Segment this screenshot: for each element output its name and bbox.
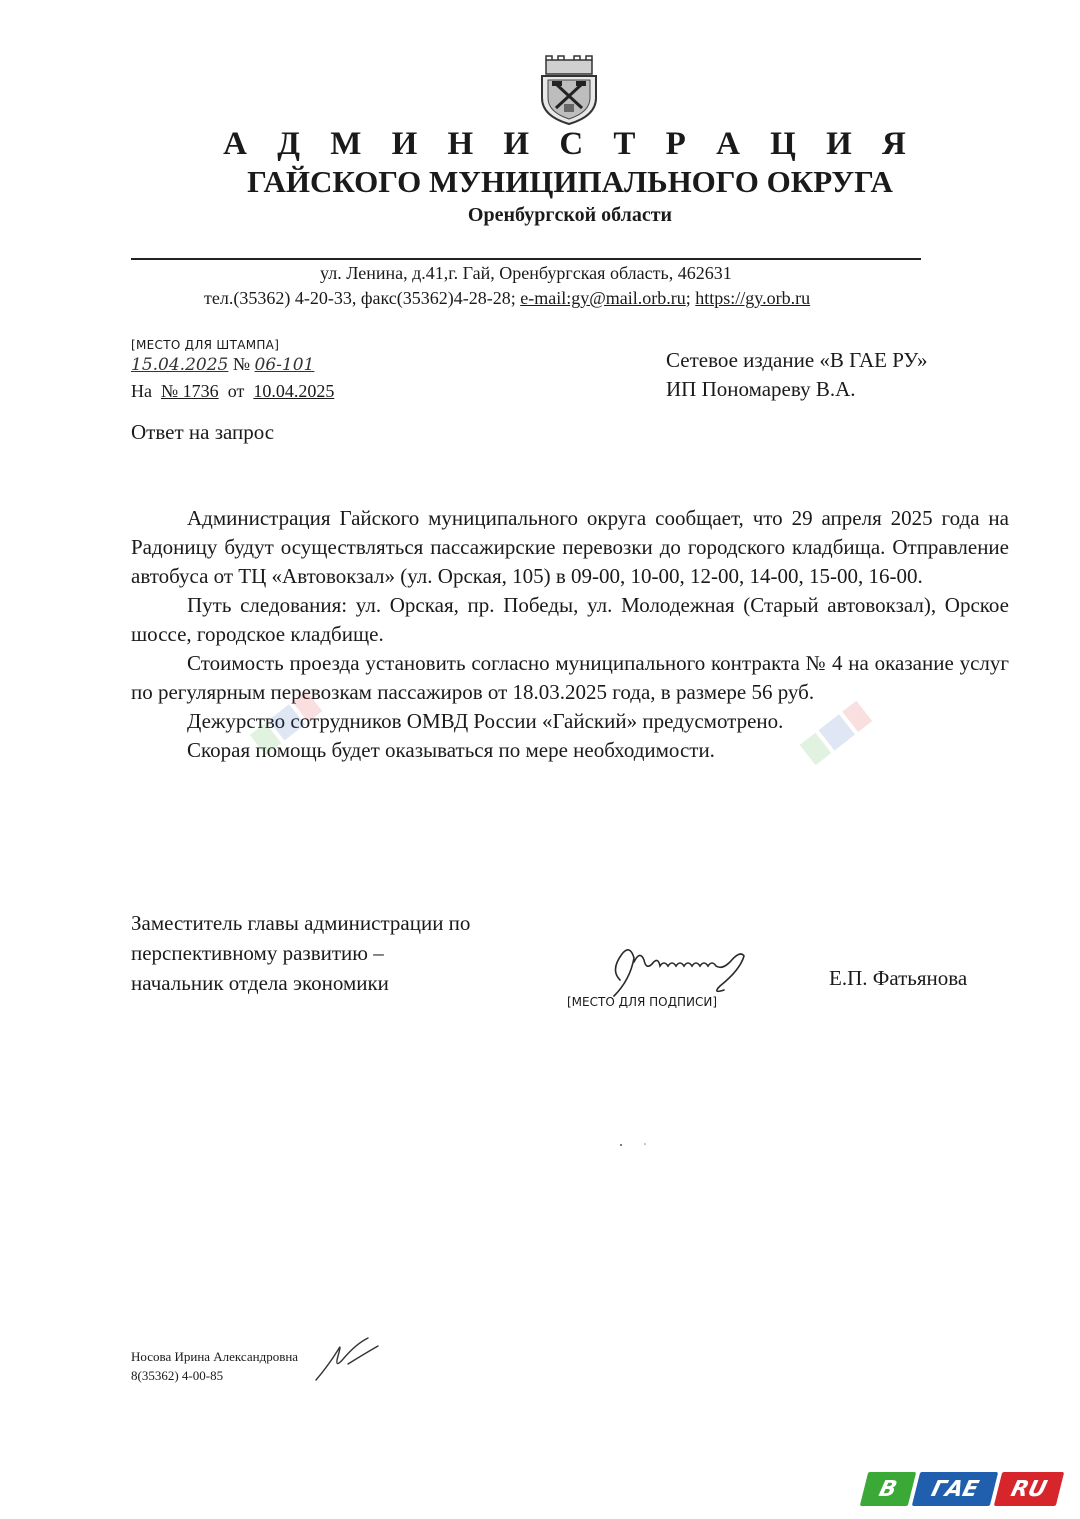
recipient-line-1: Сетевое издание «В ГАЕ РУ» — [666, 348, 928, 372]
org-title: А Д М И Н И С Т Р А Ц И Я — [223, 126, 917, 162]
org-region: Оренбургской области — [467, 204, 673, 226]
number-sign: № — [232, 354, 251, 374]
signatory-title-line: Заместитель главы администрации по — [131, 911, 471, 935]
org-contacts — [204, 288, 810, 309]
org-address: ул. Ленина, д.41,г. Гай, Оренбургская область, 462631 — [320, 263, 732, 283]
stamp-placeholder: [МЕСТО ДЛЯ ШТАМПА] — [131, 338, 280, 352]
body-paragraph: Стоимость проезда установить согласно муниципального контракта № 4 на оказание услуг по регулярным перевозкам пассажиров от 18.03.2025 года, в размере 56 руб. — [131, 651, 1009, 704]
brand-logo-part: В — [860, 1472, 916, 1506]
body-paragraph: Скорая помощь будет оказываться по мере необходимости. — [187, 738, 715, 762]
coat-of-arms-emblem — [534, 54, 604, 126]
letter-subject: Ответ на запрос — [131, 420, 275, 444]
signatory-title-line: перспективному развитию – — [131, 941, 384, 965]
brand-logo-part: ГАЕ — [912, 1472, 998, 1506]
body-paragraph: Администрация Гайского муниципального округа сообщает, что 29 апреля 2025 года на Радоницу будут осуществляться пассажирские перевозки до городского кладбища. Отправление автобуса от ТЦ «Автовокзал» (ул. Орская, 105) в 09-00, 10-00, 12-00, 14-00, 15-00, 16-00. — [131, 506, 1009, 588]
executor-block — [131, 1347, 298, 1385]
contacts-phones: тел.(35362) 4-20-33, факс(35362)4-28-28; — [204, 288, 521, 308]
registration-date: 15.04.2025 — [131, 355, 229, 375]
contacts-separator: ; — [685, 288, 696, 308]
org-subtitle: ГАЙСКОГО МУНИЦИПАЛЬНОГО ОКРУГА — [247, 164, 893, 199]
header-divider — [131, 258, 921, 260]
website-link[interactable]: https://gy.orb.ru — [695, 288, 811, 308]
email-link[interactable]: e-mail:gy@mail.orb.ru — [520, 288, 686, 308]
executor-name: Носова Ирина Александровна — [131, 1349, 299, 1364]
reference-number: № 1736 — [161, 381, 219, 401]
scan-specks — [617, 1142, 657, 1148]
signatory-name: Е.П. Фатьянова — [829, 966, 968, 990]
reference-date: 10.04.2025 — [253, 381, 335, 401]
registration-line — [131, 354, 314, 375]
signature-placeholder: [МЕСТО ДЛЯ ПОДПИСИ] — [567, 995, 718, 1009]
reference-from: от — [227, 381, 245, 401]
recipient-block — [666, 346, 927, 404]
signatory-title — [131, 908, 470, 998]
reference-prefix: На — [131, 381, 152, 401]
handwritten-signature — [600, 940, 770, 1002]
body-paragraph: Путь следования: ул. Орская, пр. Победы, ул. Молодежная (Старый автовокзал), Орское шоссе, городское кладбище. — [131, 593, 1009, 646]
signatory-title-line: начальник отдела экономики — [131, 971, 389, 995]
executor-signature — [308, 1336, 384, 1384]
brand-logo[interactable] — [864, 1472, 1060, 1506]
body-paragraph: Дежурство сотрудников ОМВД России «Гайский» предусмотрено. — [187, 709, 784, 733]
brand-logo-part: RU — [994, 1472, 1064, 1506]
executor-phone: 8(35362) 4-00-85 — [131, 1368, 224, 1383]
recipient-line-2: ИП Пономареву В.А. — [666, 377, 856, 401]
registration-number: 06-101 — [254, 355, 315, 375]
reference-line — [131, 381, 334, 402]
